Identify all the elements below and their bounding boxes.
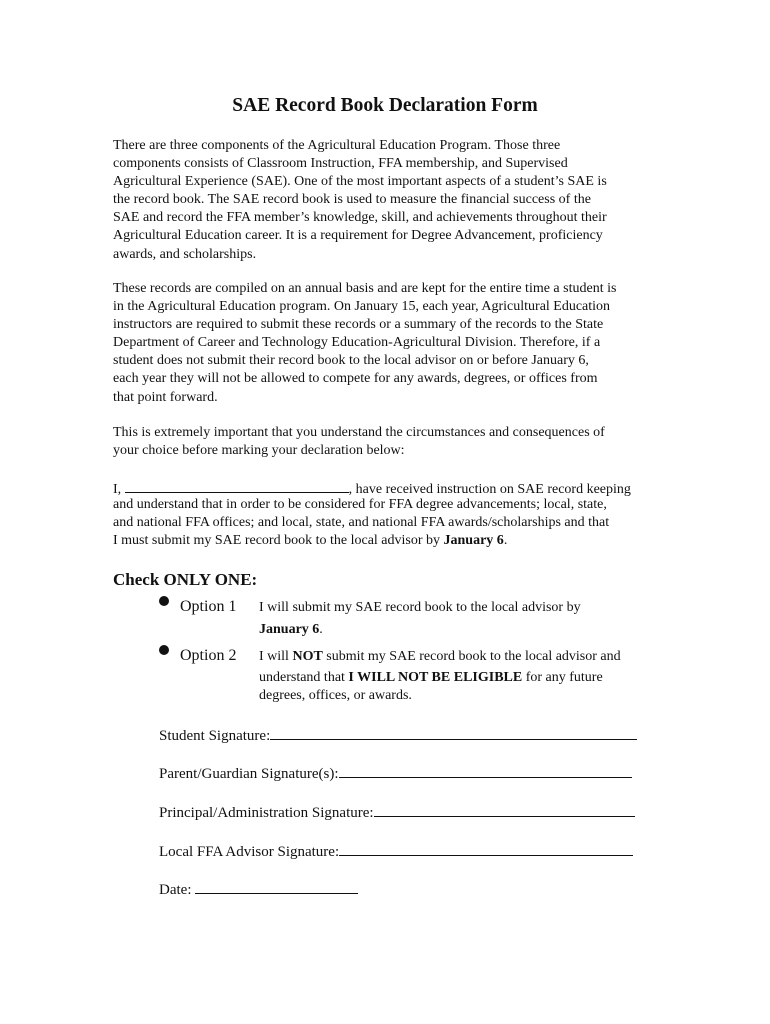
date-row: Date:: [159, 879, 358, 900]
advisor-signature-row: Local FFA Advisor Signature:: [159, 841, 633, 862]
option2-text-line1: I will NOT submit my SAE record book to the local advisor and: [259, 649, 621, 664]
intro-paragraph: [113, 137, 673, 264]
student-signature-row: Student Signature:: [159, 725, 637, 746]
paragraph-line: Department of Career and Technology Education-Agricultural Division. Therefore, if a: [113, 335, 601, 351]
paragraph-line: and understand that in order to be considered for FFA degree advancements; local, state,: [113, 497, 607, 513]
parent-signature-row: Parent/Guardian Signature(s):: [159, 763, 632, 784]
importance-paragraph: [113, 424, 673, 460]
option2-label: Option 2: [180, 647, 237, 664]
option1-text-line2: January 6.: [259, 622, 323, 637]
paragraph-line: and national FFA offices; and local, state, and national FFA awards/scholarships and that: [113, 515, 610, 531]
declaration-paragraph: [113, 478, 673, 550]
paragraph-line: instructors are required to submit these records or a summary of the records to the State: [113, 317, 604, 333]
option1-radio[interactable]: [159, 596, 169, 606]
declaration-line-1: I, , have received instruction on SAE record keeping: [113, 478, 673, 496]
date-field[interactable]: [195, 879, 358, 894]
paragraph-line: that point forward.: [113, 389, 218, 405]
page-title: SAE Record Book Declaration Form: [232, 95, 538, 116]
principal-signature-row: Principal/Administration Signature:: [159, 802, 635, 823]
paragraph-line: Agricultural Experience (SAE). One of the most important aspects of a student’s SAE is: [113, 174, 607, 190]
check-heading: Check ONLY ONE:: [113, 570, 258, 589]
option2-text-line3: degrees, offices, or awards.: [259, 688, 412, 703]
advisor-signature-field[interactable]: [339, 841, 633, 856]
paragraph-line: components consists of Classroom Instruction, FFA membership, and Supervised: [113, 156, 568, 172]
paragraph-line: your choice before marking your declaration below:: [113, 443, 405, 459]
option2-text-line2: understand that I WILL NOT BE ELIGIBLE for any future: [259, 670, 603, 685]
option1-text-line1: I will submit my SAE record book to the local advisor by: [259, 600, 581, 615]
paragraph-line: This is extremely important that you understand the circumstances and consequences of: [113, 425, 605, 440]
paragraph-line: each year they will not be allowed to compete for any awards, degrees, or offices from: [113, 371, 598, 387]
records-paragraph: [113, 280, 673, 407]
paragraph-line: in the Agricultural Education program. On January 15, each year, Agricultural Education: [113, 299, 611, 315]
paragraph-line: student does not submit their record book to the local advisor on or before January 6,: [113, 353, 589, 369]
student-signature-field[interactable]: [270, 725, 637, 740]
option2-radio[interactable]: [159, 645, 169, 655]
paragraph-line: Agricultural Education career. It is a requirement for Degree Advancement, proficiency: [113, 228, 603, 244]
declaration-line-4: I must submit my SAE record book to the local advisor by January 6.: [113, 533, 508, 549]
paragraph-line: There are three components of the Agricultural Education Program. Those three: [113, 138, 561, 153]
name-blank-field[interactable]: [125, 478, 349, 493]
paragraph-line: the record book. The SAE record book is used to measure the financial success of the: [113, 192, 591, 208]
paragraph-line: awards, and scholarships.: [113, 246, 257, 262]
paragraph-line: These records are compiled on an annual basis and are kept for the entire time a student is: [113, 281, 617, 296]
paragraph-line: SAE and record the FFA member’s knowledge, skill, and achievements throughout their: [113, 210, 607, 226]
parent-signature-field[interactable]: [339, 763, 632, 778]
option1-label: Option 1: [180, 598, 237, 615]
principal-signature-field[interactable]: [374, 802, 635, 817]
